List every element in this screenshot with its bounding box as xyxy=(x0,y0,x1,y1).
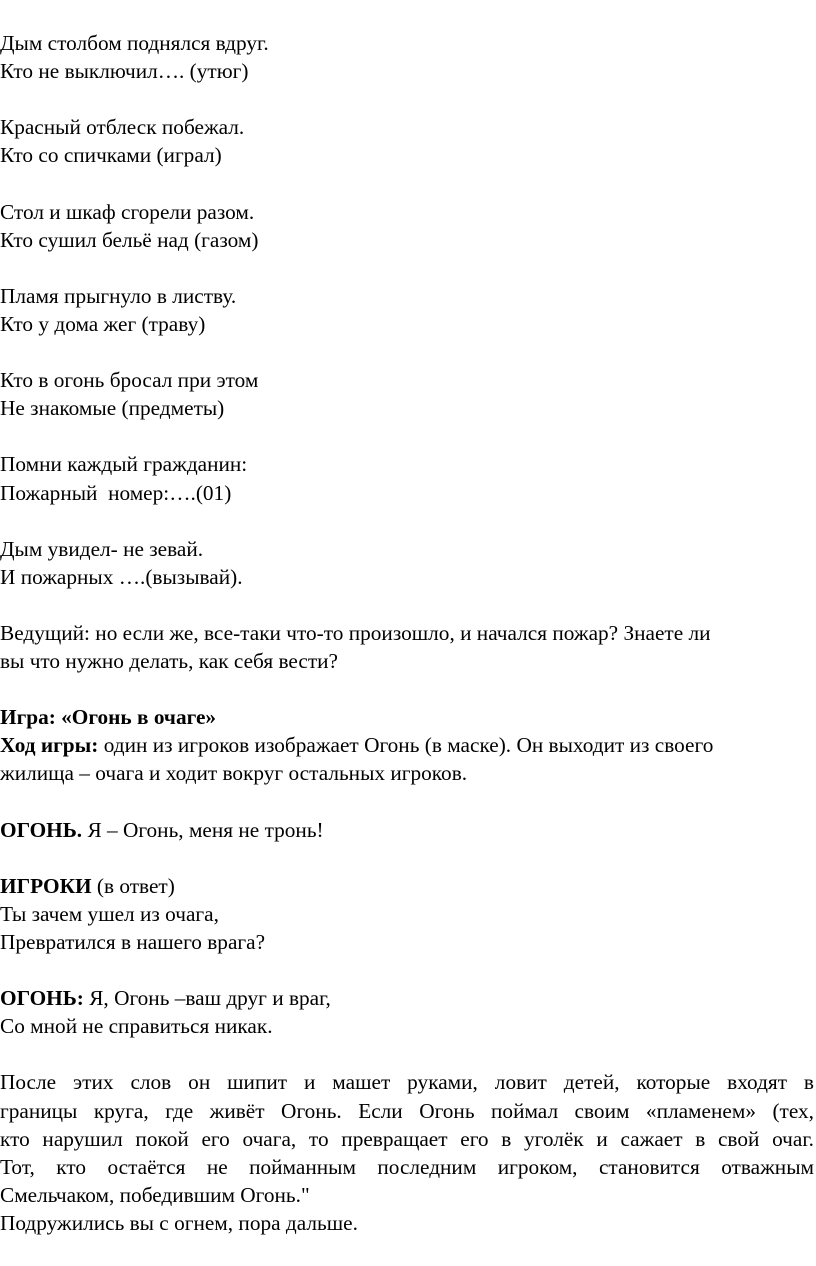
rules-line: границы круга, где живёт Огонь. Если Огонь поймал своим «пламенем» (тех, xyxy=(0,1098,814,1123)
fire-text: Я, Огонь –ваш друг и враг, xyxy=(83,986,331,1011)
host-line: вы что нужно делать, как себя вести? xyxy=(0,649,338,674)
players-line: Ты зачем ушел из очага, xyxy=(0,901,219,926)
poem-stanza xyxy=(0,535,816,591)
game-move-text: один из игроков изображает Огонь (в маске). Он выходит из своего xyxy=(98,733,714,758)
poem-line: Помни каждый гражданин: xyxy=(0,452,248,477)
fire-line: Со мной не справиться никак. xyxy=(0,1014,273,1039)
rules-paragraph xyxy=(0,1068,816,1208)
poem-stanza xyxy=(0,450,816,506)
host-line: Ведущий: но если же, все-таки что-то произошло, и начался пожар? Знаете ли xyxy=(0,620,711,645)
players-line: Превратился в нашего врага? xyxy=(0,930,266,954)
players-section xyxy=(0,872,816,956)
poem-stanza xyxy=(0,282,816,338)
game-title-text: Игра: «Огонь в очаге» xyxy=(0,705,217,730)
players-speaker: ИГРОКИ xyxy=(0,873,92,898)
poem-line: Кто в огонь бросал при этом xyxy=(0,368,259,393)
rules-line: После этих слов он шипит и машет руками, ловит детей, которые входят в xyxy=(0,1070,814,1095)
poem-line: Не знакомые (предметы) xyxy=(0,396,225,421)
fire-line-1 xyxy=(0,816,816,844)
game-move-line: жилища – очага и ходит вокруг остальных игроков. xyxy=(0,761,468,786)
rules-line: кто нарушил покой его очага, то превращает его в уголёк и сажает в свой очаг. xyxy=(0,1126,814,1151)
poem-line: Пожарный номер:….(01) xyxy=(0,480,232,505)
document-page xyxy=(0,29,816,1237)
closing-line: Подружились вы с огнем, пора дальше. xyxy=(0,1210,358,1235)
rules-line: Смельчаком, победившим Огонь." xyxy=(0,1182,310,1207)
poem-line: И пожарных ….(вызывай). xyxy=(0,564,243,589)
poem-line: Кто со спичками (играл) xyxy=(0,143,222,168)
poem-line: Кто не выключил…. (утюг) xyxy=(0,59,249,84)
fire-section-2 xyxy=(0,984,816,1040)
players-note: (в ответ) xyxy=(91,873,175,898)
host-paragraph xyxy=(0,619,816,675)
poem-line: Кто сушил бельё над (газом) xyxy=(0,227,259,252)
poem-stanza xyxy=(0,366,816,422)
poem-line: Пламя прыгнуло в листву. xyxy=(0,283,237,308)
game-section xyxy=(0,703,816,787)
poem-line: Дым столбом поднялся вдруг. xyxy=(0,31,269,55)
rules-line: Тот, кто остаётся не пойманным последним игроком, становится отважным xyxy=(0,1154,814,1179)
poem-line: Стол и шкаф сгорели разом. xyxy=(0,199,255,224)
game-move-label: Ход игры: xyxy=(0,733,99,758)
poem-line: Дым увидел- не зевай. xyxy=(0,536,204,561)
fire-text: Я – Огонь, меня не тронь! xyxy=(82,817,324,842)
poem-stanza xyxy=(0,198,816,254)
game-move-line xyxy=(0,731,816,759)
game-title xyxy=(0,703,816,731)
fire-speaker: ОГОНЬ: xyxy=(0,986,84,1011)
poem-line: Кто у дома жег (траву) xyxy=(0,311,206,336)
poem-line: Красный отблеск побежал. xyxy=(0,115,245,140)
fire-speaker: ОГОНЬ. xyxy=(0,817,83,842)
poem-stanza xyxy=(0,29,816,85)
poem-stanza xyxy=(0,113,816,169)
